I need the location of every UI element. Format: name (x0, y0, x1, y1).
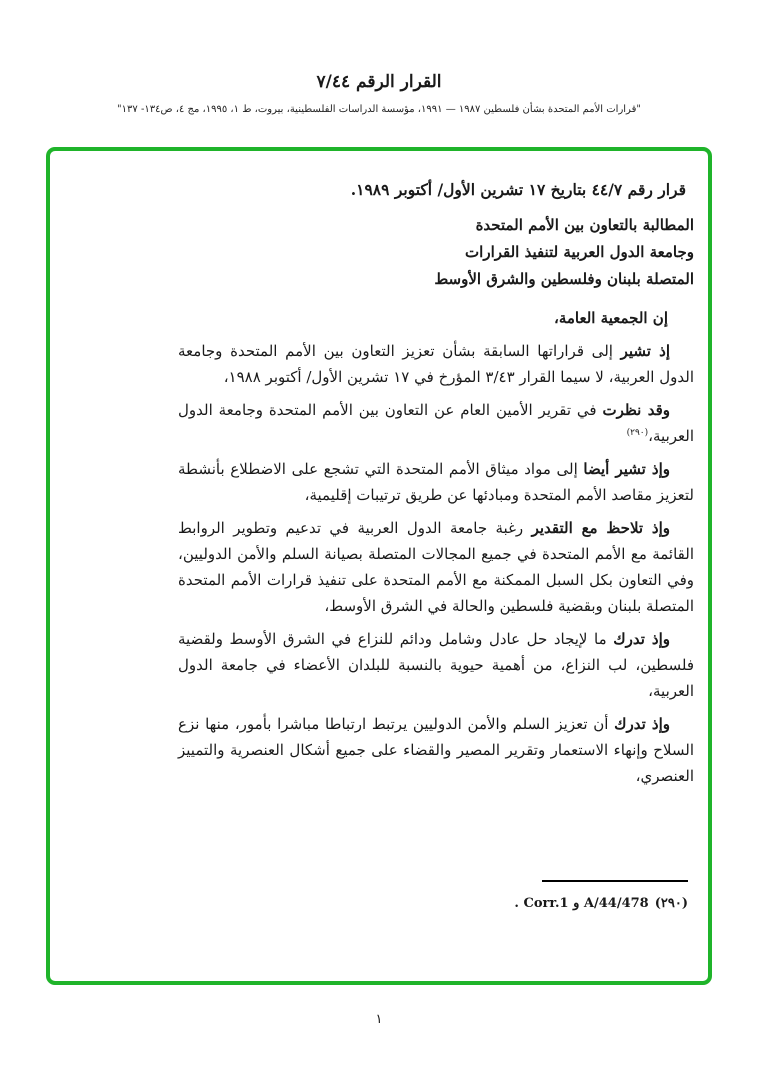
footnote-marker: (٢٩٠) (654, 896, 688, 911)
resolution-subtitle-line: المتصلة بلبنان وفلسطين والشرق الأوسط (434, 270, 694, 288)
page-number: ١ (375, 1012, 383, 1027)
preamble-paragraphs (178, 338, 694, 789)
footnote (178, 891, 688, 917)
resolution-subtitle-line: وجامعة الدول العربية لتنفيذ القرارات (465, 243, 694, 261)
document-frame (46, 147, 712, 985)
preamble-paragraph: وإذ تدرك أن تعزيز السلم والأمن الدوليين يرتبط ارتباطا مباشرا بأمور، منها نزع السلاح وإنهاء الاستعمار وتقرير المصير والقضاء على جميع أشكال العنصرية والتمييز العنصري، (178, 715, 694, 785)
footnote-separator (542, 880, 688, 882)
resolution-subtitle-line: المطالبة بالتعاون بين الأمم المتحدة (475, 216, 694, 234)
preamble-paragraph: وإذ تشير أيضا إلى مواد ميثاق الأمم المتحدة التي تشجع على الاضطلاع بأنشطة لتعزيز مقاصد الأمم المتحدة ومبادئها عن طريق ترتيبات إقليمية، (178, 460, 694, 504)
preamble-paragraph: وإذ تدرك ما لإيجاد حل عادل وشامل ودائم للنزاع في الشرق الأوسط ولقضية فلسطين، لب النزاع، من أهمية حيوية بالنسبة للبلدان الأعضاء في جامعة الدول العربية، (178, 630, 694, 700)
paragraph-lead: إذ تشير (620, 342, 670, 360)
preamble-paragraph: وإذ تلاحظ مع التقدير رغبة جامعة الدول العربية في تدعيم وتطوير الروابط القائمة مع الأمم المتحدة في جميع المجالات المتصلة بصيانة السلم والأمن الدوليين، وفي التعاون بكل السبل الممكنة مع الأمم المتحدة على تنفيذ قرارات الأمم المتحدة المتصلة بلبنان وبقضية فلسطين والحالة في الشرق الأوسط، (178, 519, 694, 615)
footnote-reference: A/44/478 و Corr.1 . (514, 896, 649, 911)
resolution-heading: قرار رقم ٤٤/٧ بتاريخ ١٧ تشرين الأول/ أكتوبر ١٩٨٩. (350, 180, 686, 199)
resolution-subtitle (178, 212, 694, 293)
paragraph-lead: وإذ تدرك (613, 630, 671, 648)
page-title: القرار الرقم ٧/٤٤ (316, 72, 442, 92)
document-content (50, 151, 708, 981)
footnote-ref-superscript: (٢٩٠) (626, 428, 649, 438)
paragraph-lead: وإذ تدرك (614, 715, 671, 733)
source-citation: "قرارات الأمم المتحدة بشأن فلسطين ١٩٨٧ — ١٩٩١، مؤسسة الدراسات الفلسطينية، بيروت، ط ١، ١٩٩٥، مج ٤، ص١٣٤- ١٣٧" (117, 104, 641, 115)
preamble-paragraph: إذ تشير إلى قراراتها السابقة بشأن تعزيز التعاون بين الأمم المتحدة وجامعة الدول العربية، لا سيما القرار ٣/٤٣ المؤرخ في ١٧ تشرين الأول/ أكتوبر ١٩٨٨، (178, 342, 694, 386)
preamble-paragraph: وقد نظرت في تقرير الأمين العام عن التعاون بين الأمم المتحدة وجامعة الدول العربية،$^{(٢٩٠)}$ (178, 401, 694, 445)
footnote-area (178, 880, 694, 917)
paragraph-lead: وإذ تلاحظ مع التقدير (531, 519, 670, 537)
paragraph-lead: وإذ تشير أيضا (583, 460, 670, 478)
preamble-opening: إن الجمعية العامة، (554, 309, 668, 327)
paragraph-lead: وقد نظرت (602, 401, 670, 419)
